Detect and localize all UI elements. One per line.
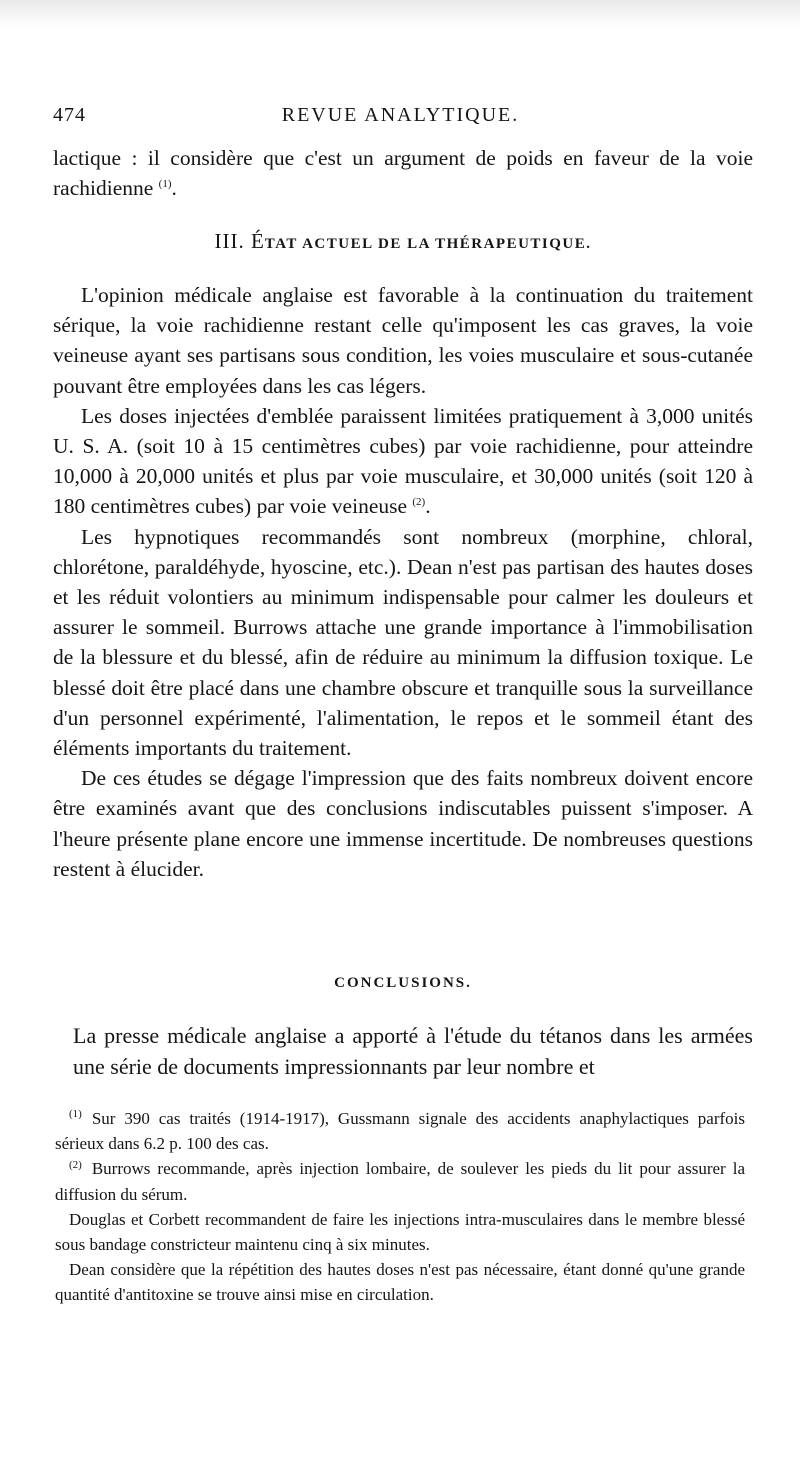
paragraph-3: Les hypnotiques recommandés sont nombreux (morphine, chloral, chlorétone, paraldéhyde, hyoscine, etc.). Dean n'est pas partisan des hautes doses et les réduit volontiers au minimum indispensable pour calmer les douleurs et assurer le sommeil. Burrows attache une grande importance à l'immobilisation de la blessure et du blessé, afin de réduire au minimum la diffusion toxique. Le blessé doit être placé dans une chambre obscure et tranquille sous la surveillance d'un personnel expérimenté, l'alimentation, le repos et le sommeil étant des éléments importants du traitement. (53, 524, 753, 761)
section-title: TAT ACTUEL DE LA THÉRAPEUTIQUE. (264, 236, 592, 252)
section-title-lead: É (250, 229, 265, 253)
opening-paragraph (53, 143, 753, 203)
footnote-3 (55, 1207, 745, 1257)
conclusions-paragraph (73, 1020, 753, 1082)
footnotes (55, 1106, 745, 1308)
page-number: 474 (53, 104, 86, 126)
conclusions-text: La presse médicale anglaise a apporté à l'étude du tétanos dans les armées une série de documents impressionnants par leur nombre et (73, 1023, 753, 1079)
conclusions-heading: CONCLUSIONS. (334, 975, 472, 991)
footnote-mark-1: (1) (69, 1108, 82, 1121)
paragraph-4: De ces études se dégage l'impression que des faits nombreux doivent encore être examinés avant que des conclusions indiscutables puissent s'imposer. A l'heure présente plane encore une immense incertitude. De nombreuses questions restent à élucider. (53, 766, 753, 881)
running-title: REVUE ANALYTIQUE. (281, 104, 520, 126)
footnote-mark-2: (2) (69, 1158, 82, 1171)
footnote-ref-1: (1) (158, 178, 172, 191)
paragraph-1: L'opinion médicale anglaise est favorable à la continuation du traitement sérique, la voie rachidienne restant celle qu'imposent les cas graves, la voie veineuse ayant ses partisans sous condition, les voies musculaire et sous-cutanée pouvant être employées dans les cas légers. (53, 283, 753, 398)
footnote-text-1: Sur 390 cas traités (1914-1917), Gussmann signale des accidents anaphylactiques parfois sérieux dans 6.2 p. 100 des cas. (55, 1109, 745, 1154)
paragraph-2-end: . (425, 494, 431, 519)
footnote-4 (55, 1257, 745, 1307)
footnote-ref-2: (2) (412, 496, 426, 509)
section-numeral: III. (214, 229, 245, 253)
paragraph-2 (53, 401, 753, 522)
footnote-text-3: Douglas et Corbett recommandent de faire les injections intra-musculaires dans le membre blessé sous bandage constricteur maintenu cinq à six minutes. (55, 1209, 745, 1255)
opening-end: . (171, 176, 177, 201)
footnote-text-4: Dean considère que la répétition des hautes doses n'est pas nécessaire, étant donné qu'une grande quantité d'antitoxine se trouve ainsi mise en circulation. (55, 1260, 745, 1305)
paragraph-2-text: Les doses injectées d'emblée paraissent limitées pratiquement à 3,000 unités U. S. A. (soit 10 à 15 centimètres cubes) par voie rachidienne, pour atteindre 10,000 à 20,000 unités et plus par voie musculaire, et 30,000 unités (soit 120 à 180 centimètres cubes) par voie veineuse (53, 403, 753, 519)
page-header (53, 104, 748, 134)
main-text (53, 280, 753, 884)
page-top-edge (0, 0, 800, 30)
section-heading (53, 229, 753, 254)
footnote-1 (55, 1106, 745, 1156)
footnote-text-2: Burrows recommande, après injection lombaire, de soulever les pieds du lit pour assurer la diffusion du sérum. (55, 1159, 745, 1204)
opening-text: lactique : il considère que c'est un argument de poids en faveur de la voie rachidienne (53, 146, 753, 201)
footnote-2 (55, 1156, 745, 1206)
